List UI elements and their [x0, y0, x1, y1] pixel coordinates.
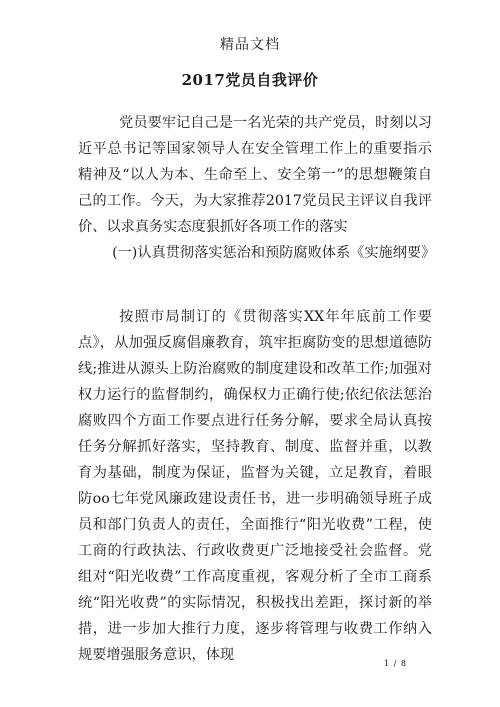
document-title: 2017党员自我评价 [181, 71, 319, 89]
document-body [78, 110, 436, 668]
page-number: 1 / 8 [384, 659, 407, 668]
paragraph-body: 按照市局制订的《贯彻落实XX年年底前工作要点》，从加强反腐倡廉教育，筑牢拒腐防变的思想道德防线;推进从源头上防治腐败的制度建设和改革工作;加强对权力运行的监督制约，确保权力正确行使;依纪依法惩治腐败四个方面工作要点进行任务分解，要求全局认真按任务分解抓好落实，坚持教育、制度、监督并重，以教育为基础，制度为保证，监督为关键，立足教育，着眼防oo七年党风廉政建设责任书，进一步明确领导班子成员和部门负责人的责任，全面推行“阳光收费”工程，使工商的行政执法、行政收费更广泛地接受社会监督。党组对“阳光收费”工作高度重视，客观分析了全市工商系统“阳光收费”的实际情况，积极找出差距，探讨新的举措，进一步加大推行力度，逐步将管理与收费工作纳入规要增强服务意识，体现 [78, 309, 432, 663]
paragraph-gap [78, 266, 432, 304]
paragraph-intro: 党员要牢记自己是一名光荣的共产党员，时刻以习近平总书记等国家领导人在安全管理工作上的重要指示精神及“以人为本、生命至上、安全第一”的思想鞭策自己的工作。今天，为大家推荐2017党员民主评议自我评价、以求真务实态度狠抓好各项工作的落实 [78, 115, 432, 235]
page-header: 精品文档 [220, 37, 280, 53]
section-heading: (一)认真贯彻落实惩治和预防腐败体系《实施纲要》 [112, 245, 436, 261]
